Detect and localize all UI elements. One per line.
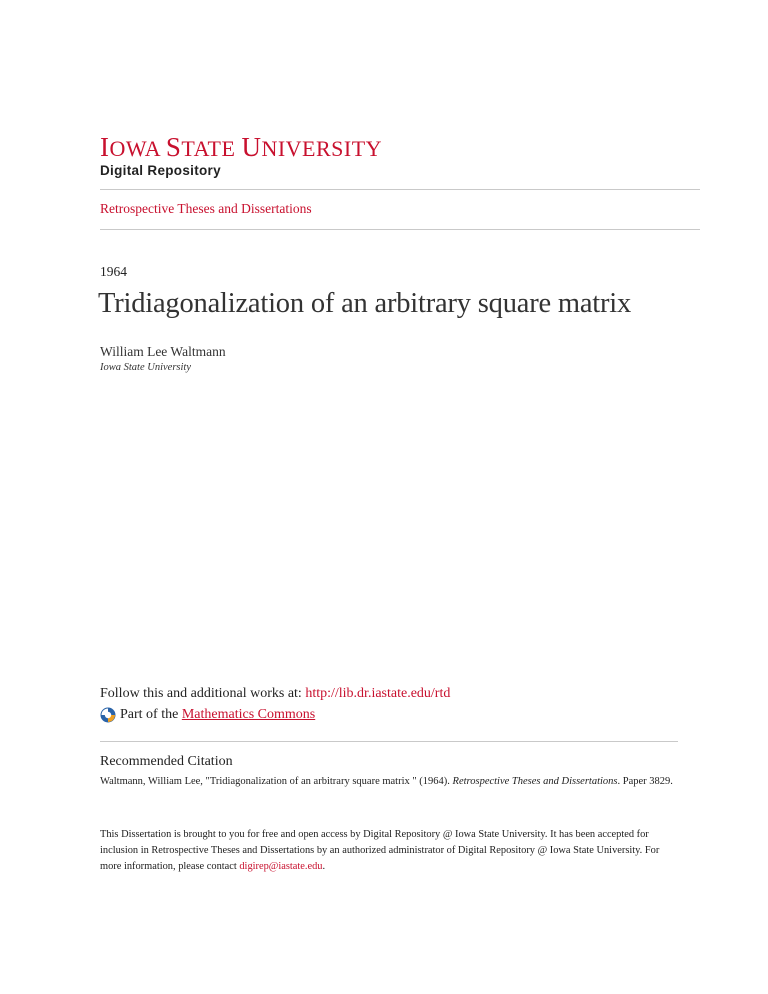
follow-prefix: Follow this and additional works at: — [100, 686, 306, 701]
part-of-prefix: Part of the — [120, 707, 179, 722]
divider-top — [100, 189, 700, 190]
repository-url-link[interactable]: http://lib.dr.iastate.edu/rtd — [305, 686, 451, 701]
series-link[interactable]: Retrospective Theses and Dissertations — [100, 201, 312, 216]
follow-line — [100, 686, 450, 702]
citation-text: Waltmann, William Lee, "Tridiagonalization of an arbitrary square matrix " (1964). Retrospective Theses and Dissertations. Paper 3829. — [100, 776, 673, 787]
author-affiliation: Iowa State University — [100, 362, 191, 373]
divider-citation — [100, 741, 678, 742]
publication-year: 1964 — [100, 264, 127, 279]
logo-subtitle: Digital Repository — [100, 163, 221, 178]
divider-series — [100, 229, 700, 230]
logo-wordmark: IOWA STATE UNIVERSITY — [100, 132, 383, 162]
commons-icon — [100, 707, 116, 723]
author-name: William Lee Waltmann — [100, 344, 226, 359]
document-title: Tridiagonalization of an arbitrary square matrix — [98, 288, 632, 319]
mathematics-commons-link[interactable]: Mathematics Commons — [181, 707, 316, 722]
access-notice: This Dissertation is brought to you for free and open access by Digital Repository @ Iowa State University. It has been accepted for inclusion in Retrospective Theses and Dissertations by an authorized administrator of Digital Repository @ Iowa State University. For more information, please contact digirep@iastate.edu. — [100, 829, 660, 872]
university-logo[interactable] — [100, 134, 400, 179]
contact-email-link[interactable]: digirep@iastate.edu — [239, 861, 323, 872]
part-of-line — [100, 707, 315, 723]
recommended-citation-heading: Recommended Citation — [100, 754, 233, 769]
citation-series: Retrospective Theses and Dissertations — [452, 776, 618, 787]
